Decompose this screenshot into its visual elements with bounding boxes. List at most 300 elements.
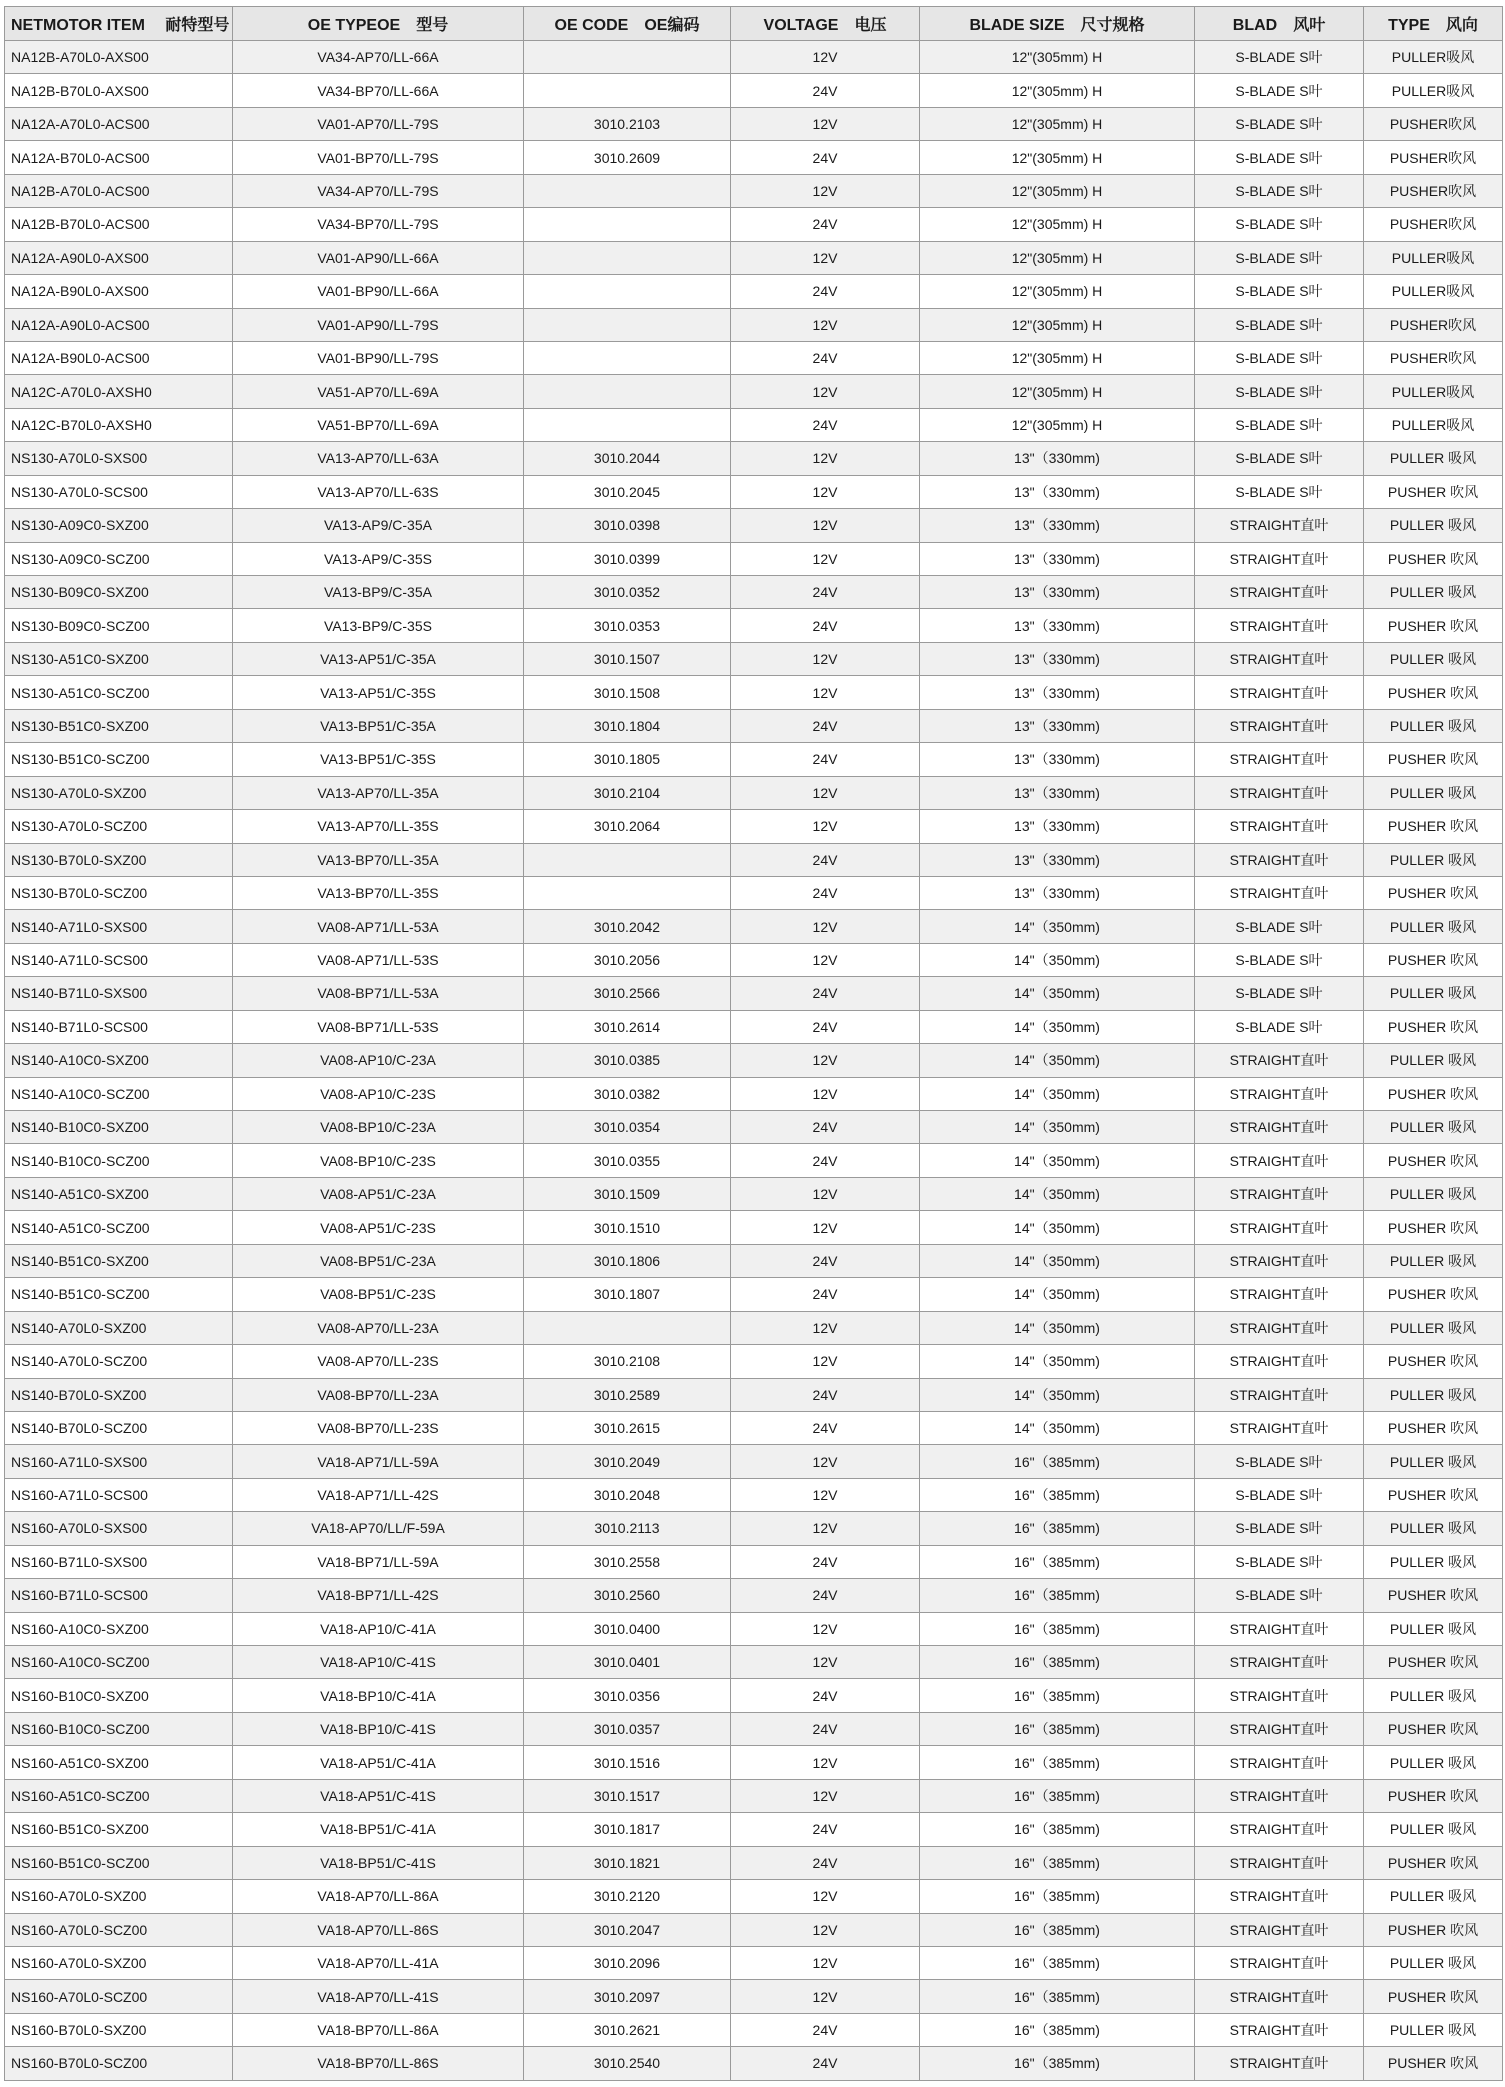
cell-netmotor-item: NS160-B71L0-SXS00 (5, 1545, 233, 1578)
cell-oe-type: VA01-AP90/LL-79S (233, 308, 524, 341)
table-row (5, 408, 1503, 441)
cell-type: PULLER吸风 (1364, 74, 1503, 107)
cell-oe-type: VA18-BP70/LL-86A (233, 2013, 524, 2046)
cell-netmotor-item: NS130-A51C0-SCZ00 (5, 676, 233, 709)
cell-netmotor-item: NS140-B71L0-SCS00 (5, 1010, 233, 1043)
cell-oe-type: VA18-BP51/C-41A (233, 1813, 524, 1846)
cell-netmotor-item: NS140-B70L0-SCZ00 (5, 1411, 233, 1444)
cell-oe-code: 3010.0399 (524, 542, 731, 575)
cell-type: PULLER 吸风 (1364, 1512, 1503, 1545)
table-row (5, 943, 1503, 976)
cell-oe-type: VA18-AP51/C-41S (233, 1779, 524, 1812)
table-row (5, 1746, 1503, 1779)
cell-type: PULLER 吸风 (1364, 776, 1503, 809)
table-row (5, 1044, 1503, 1077)
cell-oe-type: VA01-BP90/LL-66A (233, 275, 524, 308)
cell-oe-code: 3010.0385 (524, 1044, 731, 1077)
cell-blade: STRAIGHT直叶 (1195, 1746, 1364, 1779)
cell-blade-size: 14"（350mm) (920, 1144, 1195, 1177)
cell-oe-code: 3010.2566 (524, 977, 731, 1010)
cell-blade: STRAIGHT直叶 (1195, 776, 1364, 809)
cell-voltage: 24V (731, 1712, 920, 1745)
cell-oe-code: 3010.0353 (524, 609, 731, 642)
cell-blade: STRAIGHT直叶 (1195, 1612, 1364, 1645)
cell-oe-type: VA08-BP70/LL-23S (233, 1411, 524, 1444)
cell-voltage: 12V (731, 676, 920, 709)
cell-blade-size: 16"（385mm) (920, 1545, 1195, 1578)
cell-blade-size: 14"（350mm) (920, 1345, 1195, 1378)
cell-blade: STRAIGHT直叶 (1195, 1880, 1364, 1913)
cell-type: PULLER吸风 (1364, 375, 1503, 408)
cell-oe-code: 3010.1517 (524, 1779, 731, 1812)
cell-oe-code: 3010.2120 (524, 1880, 731, 1913)
cell-blade: S-BLADE S叶 (1195, 475, 1364, 508)
cell-voltage: 12V (731, 642, 920, 675)
header-blade: BLAD 风叶 (1195, 7, 1364, 41)
cell-oe-code: 3010.1807 (524, 1278, 731, 1311)
cell-blade-size: 14"（350mm) (920, 1211, 1195, 1244)
cell-blade-size: 12"(305mm) H (920, 174, 1195, 207)
cell-blade-size: 14"（350mm) (920, 1177, 1195, 1210)
table-row (5, 1512, 1503, 1545)
cell-oe-code: 3010.2558 (524, 1545, 731, 1578)
cell-voltage: 24V (731, 275, 920, 308)
cell-type: PULLER 吸风 (1364, 1378, 1503, 1411)
table-row (5, 174, 1503, 207)
cell-blade: STRAIGHT直叶 (1195, 876, 1364, 909)
cell-type: PUSHER 吹风 (1364, 1010, 1503, 1043)
cell-oe-code (524, 843, 731, 876)
table-row (5, 1579, 1503, 1612)
cell-oe-code: 3010.2042 (524, 910, 731, 943)
cell-oe-code: 3010.2056 (524, 943, 731, 976)
cell-voltage: 12V (731, 1779, 920, 1812)
cell-oe-type: VA08-AP70/LL-23A (233, 1311, 524, 1344)
cell-oe-code: 3010.2044 (524, 442, 731, 475)
cell-oe-type: VA18-BP10/C-41S (233, 1712, 524, 1745)
cell-blade-size: 16"（385mm) (920, 1813, 1195, 1846)
cell-oe-type: VA13-AP9/C-35S (233, 542, 524, 575)
cell-blade-size: 12"(305mm) H (920, 208, 1195, 241)
table-row (5, 1077, 1503, 1110)
cell-oe-code: 3010.1510 (524, 1211, 731, 1244)
cell-oe-type: VA51-AP70/LL-69A (233, 375, 524, 408)
cell-netmotor-item: NA12C-A70L0-AXSH0 (5, 375, 233, 408)
cell-oe-type: VA13-BP70/LL-35A (233, 843, 524, 876)
cell-type: PULLER 吸风 (1364, 1880, 1503, 1913)
cell-type: PUSHER吹风 (1364, 208, 1503, 241)
cell-voltage: 12V (731, 1980, 920, 2013)
cell-voltage: 24V (731, 1144, 920, 1177)
cell-netmotor-item: NS160-A10C0-SXZ00 (5, 1612, 233, 1645)
cell-blade-size: 16"（385mm) (920, 1478, 1195, 1511)
table-row (5, 1144, 1503, 1177)
cell-oe-type: VA08-AP51/C-23A (233, 1177, 524, 1210)
cell-oe-code: 3010.2097 (524, 1980, 731, 2013)
cell-netmotor-item: NS160-B10C0-SXZ00 (5, 1679, 233, 1712)
cell-oe-type: VA01-AP70/LL-79S (233, 107, 524, 140)
cell-netmotor-item: NS140-A51C0-SCZ00 (5, 1211, 233, 1244)
cell-type: PULLER 吸风 (1364, 1111, 1503, 1144)
table-row (5, 1445, 1503, 1478)
cell-blade-size: 12"(305mm) H (920, 241, 1195, 274)
cell-voltage: 24V (731, 1111, 920, 1144)
table-row (5, 776, 1503, 809)
cell-blade-size: 14"（350mm) (920, 1311, 1195, 1344)
cell-netmotor-item: NA12B-B70L0-AXS00 (5, 74, 233, 107)
cell-blade-size: 12"(305mm) H (920, 341, 1195, 374)
cell-type: PULLER 吸风 (1364, 1679, 1503, 1712)
table-row (5, 1679, 1503, 1712)
cell-type: PULLER 吸风 (1364, 1813, 1503, 1846)
cell-type: PUSHER 吹风 (1364, 1144, 1503, 1177)
cell-type: PUSHER 吹风 (1364, 2047, 1503, 2080)
cell-oe-code: 3010.2621 (524, 2013, 731, 2046)
cell-blade-size: 13"（330mm) (920, 843, 1195, 876)
cell-voltage: 24V (731, 408, 920, 441)
cell-oe-code: 3010.2047 (524, 1913, 731, 1946)
cell-voltage: 12V (731, 308, 920, 341)
cell-netmotor-item: NS140-B71L0-SXS00 (5, 977, 233, 1010)
table-row (5, 241, 1503, 274)
cell-oe-type: VA08-BP51/C-23S (233, 1278, 524, 1311)
cell-netmotor-item: NS130-B70L0-SCZ00 (5, 876, 233, 909)
cell-oe-code (524, 275, 731, 308)
cell-type: PUSHER 吹风 (1364, 676, 1503, 709)
cell-blade: STRAIGHT直叶 (1195, 1044, 1364, 1077)
cell-type: PULLER 吸风 (1364, 977, 1503, 1010)
cell-blade: STRAIGHT直叶 (1195, 1813, 1364, 1846)
table-row (5, 141, 1503, 174)
cell-blade: S-BLADE S叶 (1195, 1512, 1364, 1545)
cell-blade-size: 16"（385mm) (920, 1913, 1195, 1946)
cell-netmotor-item: NS140-A71L0-SCS00 (5, 943, 233, 976)
cell-netmotor-item: NS160-B70L0-SCZ00 (5, 2047, 233, 2080)
table-row (5, 1612, 1503, 1645)
cell-blade: STRAIGHT直叶 (1195, 1378, 1364, 1411)
cell-oe-type: VA08-BP10/C-23A (233, 1111, 524, 1144)
cell-netmotor-item: NS130-A70L0-SXS00 (5, 442, 233, 475)
cell-type: PUSHER 吹风 (1364, 943, 1503, 976)
cell-oe-type: VA01-BP90/LL-79S (233, 341, 524, 374)
cell-blade-size: 13"（330mm) (920, 509, 1195, 542)
cell-type: PULLER 吸风 (1364, 843, 1503, 876)
cell-voltage: 24V (731, 1378, 920, 1411)
cell-oe-code: 3010.0357 (524, 1712, 731, 1745)
cell-type: PUSHER 吹风 (1364, 609, 1503, 642)
header-voltage: VOLTAGE 电压 (731, 7, 920, 41)
cell-netmotor-item: NS140-B10C0-SXZ00 (5, 1111, 233, 1144)
cell-netmotor-item: NS160-A70L0-SCZ00 (5, 1913, 233, 1946)
cell-oe-code: 3010.0401 (524, 1646, 731, 1679)
cell-netmotor-item: NS140-B10C0-SCZ00 (5, 1144, 233, 1177)
table-row (5, 876, 1503, 909)
cell-oe-code: 3010.0400 (524, 1612, 731, 1645)
cell-oe-type: VA01-BP70/LL-79S (233, 141, 524, 174)
cell-oe-type: VA18-AP10/C-41A (233, 1612, 524, 1645)
cell-voltage: 12V (731, 509, 920, 542)
cell-type: PUSHER 吹风 (1364, 1211, 1503, 1244)
cell-netmotor-item: NS160-B10C0-SCZ00 (5, 1712, 233, 1745)
table-row (5, 1177, 1503, 1210)
cell-blade: STRAIGHT直叶 (1195, 1712, 1364, 1745)
cell-voltage: 24V (731, 341, 920, 374)
cell-type: PULLER吸风 (1364, 41, 1503, 74)
cell-blade: S-BLADE S叶 (1195, 41, 1364, 74)
table-row (5, 1545, 1503, 1578)
cell-blade-size: 14"（350mm) (920, 1077, 1195, 1110)
cell-voltage: 24V (731, 876, 920, 909)
cell-oe-code (524, 174, 731, 207)
cell-voltage: 12V (731, 1946, 920, 1979)
cell-blade: STRAIGHT直叶 (1195, 843, 1364, 876)
cell-voltage: 24V (731, 2047, 920, 2080)
cell-voltage: 12V (731, 1478, 920, 1511)
cell-blade: S-BLADE S叶 (1195, 977, 1364, 1010)
cell-oe-type: VA18-AP71/LL-42S (233, 1478, 524, 1511)
cell-oe-type: VA34-AP70/LL-79S (233, 174, 524, 207)
cell-blade-size: 13"（330mm) (920, 776, 1195, 809)
cell-oe-code: 3010.2096 (524, 1946, 731, 1979)
table-header (5, 7, 1503, 41)
cell-blade: STRAIGHT直叶 (1195, 1111, 1364, 1144)
cell-blade-size: 16"（385mm) (920, 1746, 1195, 1779)
cell-blade-size: 14"（350mm) (920, 1044, 1195, 1077)
cell-blade-size: 14"（350mm) (920, 943, 1195, 976)
cell-netmotor-item: NS160-B71L0-SCS00 (5, 1579, 233, 1612)
cell-voltage: 12V (731, 1512, 920, 1545)
cell-netmotor-item: NA12B-A70L0-AXS00 (5, 41, 233, 74)
cell-blade: S-BLADE S叶 (1195, 341, 1364, 374)
cell-oe-code (524, 241, 731, 274)
cell-type: PULLER 吸风 (1364, 509, 1503, 542)
cell-blade: S-BLADE S叶 (1195, 408, 1364, 441)
cell-type: PUSHER 吹风 (1364, 1345, 1503, 1378)
cell-oe-code: 3010.1507 (524, 642, 731, 675)
table-row (5, 509, 1503, 542)
cell-voltage: 12V (731, 776, 920, 809)
cell-blade: STRAIGHT直叶 (1195, 1646, 1364, 1679)
cell-oe-code: 3010.2609 (524, 141, 731, 174)
table-body (5, 41, 1503, 2081)
cell-oe-type: VA18-AP70/LL-86S (233, 1913, 524, 1946)
cell-blade: STRAIGHT直叶 (1195, 810, 1364, 843)
cell-oe-type: VA18-AP70/LL/F-59A (233, 1512, 524, 1545)
cell-voltage: 24V (731, 843, 920, 876)
cell-oe-code: 3010.0355 (524, 1144, 731, 1177)
cell-blade-size: 12"(305mm) H (920, 308, 1195, 341)
table-row (5, 1478, 1503, 1511)
table-row (5, 1712, 1503, 1745)
table-row (5, 41, 1503, 74)
cell-type: PULLER 吸风 (1364, 1445, 1503, 1478)
cell-voltage: 24V (731, 1579, 920, 1612)
cell-blade-size: 16"（385mm) (920, 1712, 1195, 1745)
cell-blade: STRAIGHT直叶 (1195, 1278, 1364, 1311)
cell-type: PUSHER吹风 (1364, 308, 1503, 341)
cell-voltage: 24V (731, 141, 920, 174)
cell-type: PULLER 吸风 (1364, 1545, 1503, 1578)
cell-voltage: 12V (731, 1445, 920, 1478)
cell-oe-code: 3010.2064 (524, 810, 731, 843)
cell-blade: STRAIGHT直叶 (1195, 1679, 1364, 1712)
cell-type: PUSHER 吹风 (1364, 1411, 1503, 1444)
cell-oe-code: 3010.2048 (524, 1478, 731, 1511)
cell-blade-size: 16"（385mm) (920, 1646, 1195, 1679)
table-row (5, 1813, 1503, 1846)
cell-netmotor-item: NS160-A71L0-SXS00 (5, 1445, 233, 1478)
cell-netmotor-item: NS160-A51C0-SXZ00 (5, 1746, 233, 1779)
cell-voltage: 12V (731, 241, 920, 274)
cell-netmotor-item: NS160-B51C0-SXZ00 (5, 1813, 233, 1846)
cell-oe-type: VA08-AP51/C-23S (233, 1211, 524, 1244)
cell-oe-type: VA18-AP70/LL-41S (233, 1980, 524, 2013)
cell-blade-size: 12"(305mm) H (920, 74, 1195, 107)
cell-blade-size: 13"（330mm) (920, 709, 1195, 742)
cell-blade-size: 13"（330mm) (920, 542, 1195, 575)
cell-voltage: 24V (731, 1411, 920, 1444)
cell-voltage: 24V (731, 1813, 920, 1846)
table-row (5, 341, 1503, 374)
cell-blade-size: 16"（385mm) (920, 1579, 1195, 1612)
cell-netmotor-item: NS130-A51C0-SXZ00 (5, 642, 233, 675)
header-oe-code: OE CODE OE编码 (524, 7, 731, 41)
cell-blade: STRAIGHT直叶 (1195, 1779, 1364, 1812)
cell-type: PUSHER 吹风 (1364, 810, 1503, 843)
cell-netmotor-item: NS140-A10C0-SCZ00 (5, 1077, 233, 1110)
cell-oe-type: VA18-AP70/LL-86A (233, 1880, 524, 1913)
cell-oe-type: VA08-BP51/C-23A (233, 1244, 524, 1277)
cell-oe-type: VA13-AP9/C-35A (233, 509, 524, 542)
cell-type: PUSHER 吹风 (1364, 1077, 1503, 1110)
cell-oe-code: 3010.2103 (524, 107, 731, 140)
cell-type: PUSHER 吹风 (1364, 1478, 1503, 1511)
cell-voltage: 12V (731, 1077, 920, 1110)
table-row (5, 1980, 1503, 2013)
cell-netmotor-item: NA12A-B70L0-ACS00 (5, 141, 233, 174)
cell-blade: STRAIGHT直叶 (1195, 1244, 1364, 1277)
table-row (5, 2013, 1503, 2046)
table-row (5, 475, 1503, 508)
table-row (5, 977, 1503, 1010)
cell-blade: STRAIGHT直叶 (1195, 1345, 1364, 1378)
cell-type: PULLER 吸风 (1364, 1311, 1503, 1344)
cell-type: PULLER 吸风 (1364, 1177, 1503, 1210)
cell-netmotor-item: NS160-A71L0-SCS00 (5, 1478, 233, 1511)
cell-oe-code: 3010.0398 (524, 509, 731, 542)
cell-oe-type: VA13-AP70/LL-35S (233, 810, 524, 843)
cell-netmotor-item: NS130-B51C0-SCZ00 (5, 743, 233, 776)
cell-oe-type: VA08-AP71/LL-53A (233, 910, 524, 943)
table-row (5, 1913, 1503, 1946)
cell-oe-code (524, 876, 731, 909)
cell-oe-code (524, 208, 731, 241)
cell-blade-size: 14"（350mm) (920, 977, 1195, 1010)
cell-oe-type: VA18-AP70/LL-41A (233, 1946, 524, 1979)
cell-oe-code: 3010.2540 (524, 2047, 731, 2080)
table-row (5, 208, 1503, 241)
cell-blade: STRAIGHT直叶 (1195, 709, 1364, 742)
cell-oe-type: VA08-BP71/LL-53A (233, 977, 524, 1010)
cell-blade-size: 14"（350mm) (920, 1378, 1195, 1411)
cell-oe-type: VA18-AP71/LL-59A (233, 1445, 524, 1478)
cell-blade-size: 16"（385mm) (920, 1779, 1195, 1812)
cell-netmotor-item: NS130-A70L0-SXZ00 (5, 776, 233, 809)
cell-netmotor-item: NA12B-B70L0-ACS00 (5, 208, 233, 241)
cell-blade: S-BLADE S叶 (1195, 375, 1364, 408)
cell-blade-size: 13"（330mm) (920, 609, 1195, 642)
cell-oe-type: VA18-BP71/LL-59A (233, 1545, 524, 1578)
cell-blade: STRAIGHT直叶 (1195, 2047, 1364, 2080)
cell-blade: S-BLADE S叶 (1195, 910, 1364, 943)
cell-oe-code: 3010.0354 (524, 1111, 731, 1144)
cell-type: PUSHER 吹风 (1364, 1278, 1503, 1311)
cell-type: PUSHER 吹风 (1364, 542, 1503, 575)
header-row (5, 7, 1503, 41)
cell-oe-code: 3010.2049 (524, 1445, 731, 1478)
cell-netmotor-item: NS140-A70L0-SXZ00 (5, 1311, 233, 1344)
cell-blade-size: 14"（350mm) (920, 910, 1195, 943)
cell-blade: STRAIGHT直叶 (1195, 1946, 1364, 1979)
cell-oe-type: VA34-BP70/LL-66A (233, 74, 524, 107)
cell-blade-size: 13"（330mm) (920, 475, 1195, 508)
cell-blade-size: 13"（330mm) (920, 876, 1195, 909)
cell-type: PULLER 吸风 (1364, 910, 1503, 943)
cell-oe-code: 3010.1805 (524, 743, 731, 776)
cell-netmotor-item: NS130-B70L0-SXZ00 (5, 843, 233, 876)
cell-blade: STRAIGHT直叶 (1195, 2013, 1364, 2046)
cell-oe-type: VA34-BP70/LL-79S (233, 208, 524, 241)
cell-blade: STRAIGHT直叶 (1195, 1144, 1364, 1177)
cell-blade: STRAIGHT直叶 (1195, 743, 1364, 776)
cell-oe-type: VA08-AP10/C-23S (233, 1077, 524, 1110)
cell-voltage: 12V (731, 1311, 920, 1344)
cell-oe-code: 3010.2589 (524, 1378, 731, 1411)
cell-type: PUSHER吹风 (1364, 141, 1503, 174)
table-row (5, 1345, 1503, 1378)
cell-oe-code: 3010.1516 (524, 1746, 731, 1779)
cell-netmotor-item: NS140-A70L0-SCZ00 (5, 1345, 233, 1378)
cell-netmotor-item: NA12A-A90L0-ACS00 (5, 308, 233, 341)
cell-type: PUSHER吹风 (1364, 174, 1503, 207)
cell-voltage: 24V (731, 709, 920, 742)
cell-netmotor-item: NS160-A10C0-SCZ00 (5, 1646, 233, 1679)
table-row (5, 542, 1503, 575)
cell-type: PUSHER 吹风 (1364, 743, 1503, 776)
cell-type: PULLER 吸风 (1364, 709, 1503, 742)
cell-oe-code: 3010.0382 (524, 1077, 731, 1110)
header-oe-type: OE TYPEOE 型号 (233, 7, 524, 41)
table-row (5, 1010, 1503, 1043)
cell-oe-code: 3010.0352 (524, 576, 731, 609)
cell-oe-type: VA13-BP51/C-35A (233, 709, 524, 742)
cell-blade-size: 13"（330mm) (920, 576, 1195, 609)
cell-oe-type: VA18-AP51/C-41A (233, 1746, 524, 1779)
cell-blade-size: 12"(305mm) H (920, 375, 1195, 408)
cell-blade: STRAIGHT直叶 (1195, 1177, 1364, 1210)
cell-netmotor-item: NA12C-B70L0-AXSH0 (5, 408, 233, 441)
cell-type: PULLER 吸风 (1364, 576, 1503, 609)
table-row (5, 308, 1503, 341)
cell-voltage: 12V (731, 442, 920, 475)
cell-oe-type: VA13-AP70/LL-35A (233, 776, 524, 809)
table-row (5, 1378, 1503, 1411)
cell-type: PULLER 吸风 (1364, 2013, 1503, 2046)
cell-type: PUSHER 吹风 (1364, 1980, 1503, 2013)
cell-type: PULLER 吸风 (1364, 1244, 1503, 1277)
cell-oe-code: 3010.2615 (524, 1411, 731, 1444)
cell-netmotor-item: NA12A-B90L0-ACS00 (5, 341, 233, 374)
